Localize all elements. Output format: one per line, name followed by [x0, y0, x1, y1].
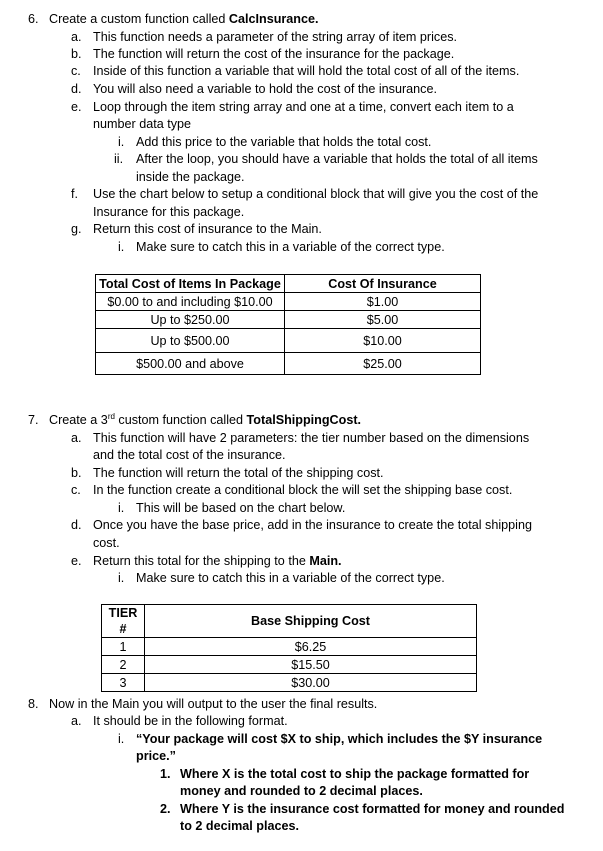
q6-subitem-text: Make sure to catch this in a variable of the correct type. — [136, 240, 445, 254]
table-cell: Up to $500.00 — [96, 329, 285, 353]
q8-item-text: It should be in the following format. — [93, 714, 288, 728]
q6-item-label: f. — [71, 187, 78, 201]
q8-note-label: 1. — [160, 767, 171, 781]
q6-item-label: b. — [71, 47, 82, 61]
table-cell: $500.00 and above — [96, 353, 285, 375]
table-cell: Up to $250.00 — [96, 311, 285, 329]
q6-item-text: Inside of this function a variable that will hold the total cost of all of the items. — [93, 64, 520, 78]
q6-function-name: CalcInsurance. — [228, 12, 319, 26]
q8-item-label: a. — [71, 714, 82, 728]
q6-intro: Create a custom function called CalcInsurance. — [49, 12, 319, 26]
insurance-table — [95, 274, 481, 375]
table-cell: 3 — [102, 674, 145, 692]
q7-function-name: TotalShippingCost. — [246, 413, 362, 427]
table-row — [96, 329, 481, 353]
q8-format-string: “Your package will cost $X to ship, which includes the $Y insurance — [136, 732, 543, 746]
table-row — [96, 353, 481, 375]
table-header: Cost Of Insurance — [285, 275, 481, 293]
q6-subitem-text: Add this price to the variable that holds the total cost. — [136, 135, 432, 149]
table-row — [102, 638, 477, 656]
q6-item-label: e. — [71, 100, 82, 114]
table-cell: $0.00 to and including $10.00 — [96, 293, 285, 311]
table-cell: $25.00 — [285, 353, 481, 375]
q8-number: 8. — [28, 697, 39, 711]
q7-item-text: The function will return the total of the shipping cost. — [93, 466, 384, 480]
table-header-row — [102, 605, 477, 638]
q7-intro: Create a 3rd custom function called TotalShippingCost. — [49, 411, 362, 427]
q6-item-label: a. — [71, 30, 82, 44]
q6-item-label: d. — [71, 82, 82, 96]
q7-subitem-label: i. — [118, 501, 125, 515]
table-header-row — [96, 275, 481, 293]
q8-intro: Now in the Main you will output to the user the final results. — [49, 697, 378, 711]
q8-note-text-cont: money and rounded to 2 decimal places. — [180, 784, 423, 798]
q6-item-text: Use the chart below to setup a conditional block that will give you the cost of the — [93, 187, 539, 201]
q8-format-string-cont: price.” — [136, 749, 176, 763]
q8-note-text-cont: to 2 decimal places. — [180, 819, 299, 833]
table-row — [96, 311, 481, 329]
table-cell: $5.00 — [285, 311, 481, 329]
table-cell: $10.00 — [285, 329, 481, 353]
q6-subitem-text: After the loop, you should have a variable that holds the total of all items — [136, 152, 538, 166]
q6-subitem-label: i. — [118, 135, 125, 149]
q8-subitem-label: i. — [118, 732, 125, 746]
q6-item-text: The function will return the cost of the insurance for the package. — [93, 47, 455, 61]
q6-item-text: This function needs a parameter of the string array of item prices. — [93, 30, 457, 44]
q7-item-label: c. — [71, 483, 81, 497]
q6-subitem-label: ii. — [114, 152, 124, 166]
table-cell: $30.00 — [145, 674, 477, 692]
q7-item-label: b. — [71, 466, 82, 480]
q6-item-text: You will also need a variable to hold the cost of the insurance. — [93, 82, 437, 96]
q8-note-text: Where Y is the insurance cost formatted for money and rounded — [180, 802, 565, 816]
q6-item-text: Loop through the item string array and one at a time, convert each item to a — [93, 100, 514, 114]
q7-item-label: e. — [71, 554, 82, 568]
q6-item-text-cont: number data type — [93, 117, 192, 131]
q6-item-text-cont: Insurance for this package. — [93, 205, 245, 219]
q6-item-text: Return this cost of insurance to the Main. — [93, 222, 322, 236]
q7-item-label: d. — [71, 518, 82, 532]
q8-note-text: Where X is the total cost to ship the package formatted for — [180, 767, 530, 781]
q7-item-text: In the function create a conditional block the will set the shipping base cost. — [93, 483, 513, 497]
table-header: Total Cost of Items In Package — [96, 275, 285, 293]
q7-subitem-text: This will be based on the chart below. — [136, 501, 346, 515]
table-cell: 2 — [102, 656, 145, 674]
table-cell: $15.50 — [145, 656, 477, 674]
q7-item-text: Once you have the base price, add in the insurance to create the total shipping — [93, 518, 532, 532]
q6-subitem-text-cont: inside the package. — [136, 170, 245, 184]
q8-note-label: 2. — [160, 802, 171, 816]
shipping-table — [101, 604, 477, 692]
q6-subitem-label: i. — [118, 240, 125, 254]
q7-subitem-label: i. — [118, 571, 125, 585]
q7-number: 7. — [28, 413, 39, 427]
table-cell: 1 — [102, 638, 145, 656]
q7-subitem-text: Make sure to catch this in a variable of the correct type. — [136, 571, 445, 585]
q7-item-text-cont: cost. — [93, 536, 120, 550]
q7-item-text-cont: and the total cost of the insurance. — [93, 448, 286, 462]
q7-item-text: Return this total for the shipping to the Main. — [93, 554, 342, 568]
q6-item-label: c. — [71, 64, 81, 78]
table-cell: $1.00 — [285, 293, 481, 311]
table-row — [102, 674, 477, 692]
table-cell: $6.25 — [145, 638, 477, 656]
q6-number: 6. — [28, 12, 39, 26]
table-header: Base Shipping Cost — [145, 605, 477, 638]
table-row — [96, 293, 481, 311]
q7-item-label: a. — [71, 431, 82, 445]
table-row — [102, 656, 477, 674]
q7-item-text: This function will have 2 parameters: the tier number based on the dimensions — [93, 431, 530, 445]
table-header: TIER # — [102, 605, 145, 638]
q6-item-label: g. — [71, 222, 82, 236]
